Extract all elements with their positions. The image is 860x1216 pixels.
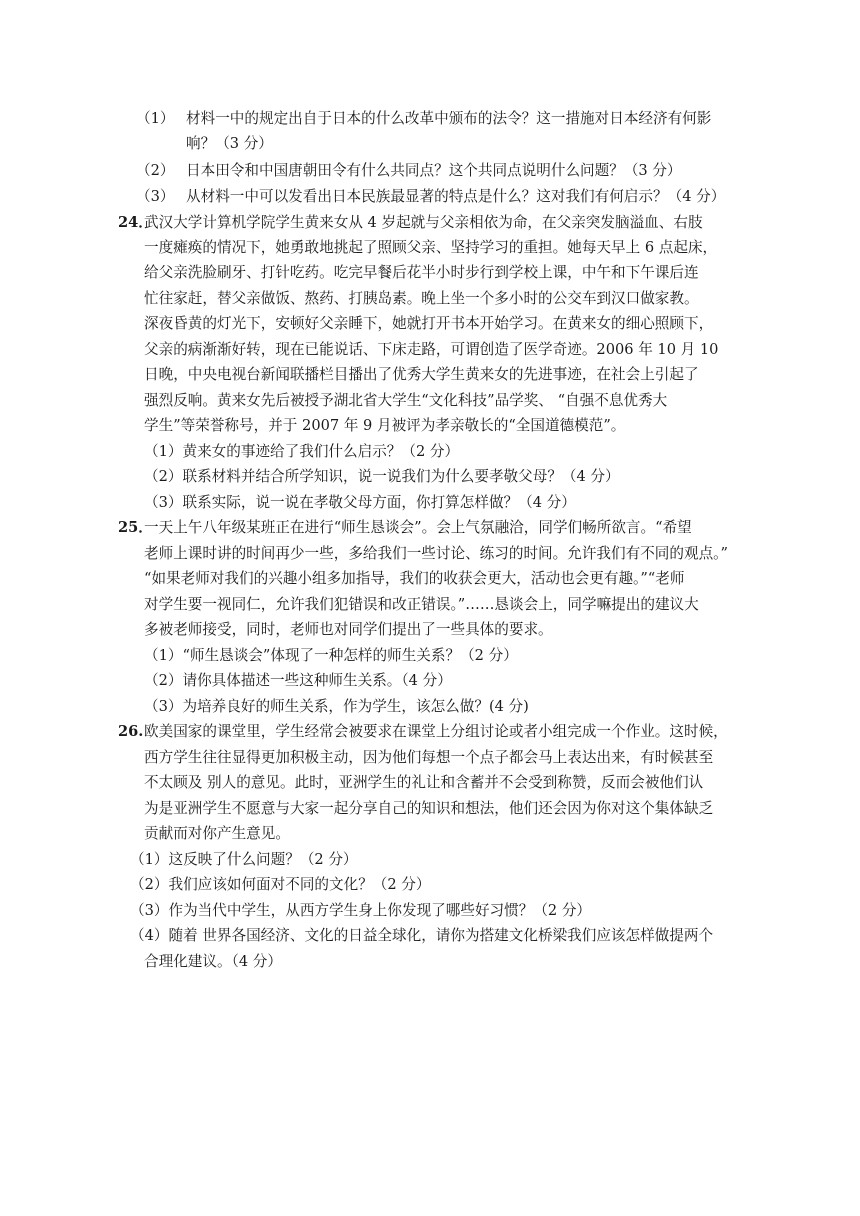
- q26-sub4-cont: 合理化建议。（4 分）: [144, 953, 282, 970]
- q26-sub2: （2）我们应该如何面对不同的文化？（2 分）: [130, 876, 431, 893]
- q25-sub1: （1）“师生恳谈会”体现了一种怎样的师生关系？（2 分）: [144, 647, 518, 664]
- q26-line: 西方学生往往显得更加积极主动，因为他们每想一个点子都会马上表达出来，有时候甚至: [144, 749, 714, 766]
- q25-line: 一天上午八年级某班正在进行“师生恳谈会”。会上气氛融洽，同学们畅所欲言。“希望: [144, 519, 692, 536]
- q23-sub1-text: 材料一中的规定出自于日本的什么改革中颁布的法令？这一措施对日本经济有何影: [186, 110, 712, 127]
- q26-line: 为是亚洲学生不愿意与大家一起分享自己的知识和想法，他们还会因为你对这个集体缺乏: [144, 800, 714, 817]
- q24-line: 忙往家赶，替父亲做饭、熬药、打胰岛素。晚上坐一个多小时的公交车到汉口做家教。: [144, 290, 699, 307]
- q26-sub1: （1）这反映了什么问题？（2 分）: [130, 851, 358, 868]
- q24-line: 父亲的病渐渐好转，现在已能说话、下床走路，可谓创造了医学奇迹。2006 年 10 月 10: [144, 341, 719, 358]
- q25-sub2: （2）请你具体描述一些这种师生关系。（4 分）: [144, 672, 452, 689]
- q25-line: “如果老师对我们的兴趣小组多加指导，我们的收获会更大，活动也会更有趣。”“老师: [144, 570, 685, 587]
- q23-sub1-label: （1）: [136, 110, 175, 127]
- q25-line: 对学生要一视同仁，允许我们犯错误和改正错误。”……恳谈会上，同学嘛提出的建议大: [144, 596, 699, 613]
- q26-line: 欧美国家的课堂里，学生经常会被要求在课堂上分组讨论或者小组完成一个作业。这时候，: [144, 723, 728, 740]
- q24-line: 强烈反响。黄来女先后被授予湖北省大学生“文化科技”品学奖、 “自强不息优秀大: [144, 392, 668, 409]
- q25-sub3: （3）为培养良好的师生关系，作为学生，该怎么做？(4 分): [144, 698, 529, 715]
- q24-number: 24．: [118, 214, 153, 231]
- q25-number: 25．: [118, 519, 153, 536]
- q26-line: 贡献而对你产生意见。: [144, 825, 290, 842]
- q24-line: 给父亲洗脸刷牙、打针吃药。吃完早餐后花半小时步行到学校上课，中午和下午课后连: [144, 264, 699, 281]
- q23-sub1-text-cont: 响？（3 分）: [186, 135, 273, 152]
- q24-line: 一度瘫痪的情况下，她勇敢地挑起了照顾父亲、坚持学习的重担。她每天早上 6 点起床，: [144, 239, 718, 256]
- q25-line: 老师上课时讲的时间再少一些，多给我们一些讨论、练习的时间。允许我们有不同的观点。”: [144, 545, 728, 562]
- q24-sub2: （2）联系材料并结合所学知识，说一说我们为什么要孝敬父母？（4 分）: [144, 468, 620, 485]
- q26-line: 不太顾及 别人的意见。此时，亚洲学生的礼让和含蓄并不会受到称赞，反而会被他们认: [144, 774, 704, 791]
- q24-line: 深夜昏黄的灯光下，安顿好父亲睡下，她就打开书本开始学习。在黄来女的细心照顾下，: [144, 315, 714, 332]
- q24-line: 学生”等荣誉称号，并于 2007 年 9 月被评为孝亲敬长的“全国道德模范”。: [144, 417, 626, 434]
- q24-sub1: （1）黄来女的事迹给了我们什么启示？（2 分）: [144, 443, 460, 460]
- q26-number: 26.: [118, 723, 144, 740]
- q24-sub3: （3）联系实际，说一说在孝敬父母方面，你打算怎样做？（4 分）: [144, 494, 576, 511]
- q23-sub2-label: （2）: [136, 162, 175, 179]
- q23-sub2-text: 日本田令和中国唐朝田令有什么共同点？这个共同点说明什么问题？（3 分）: [186, 162, 682, 179]
- q26-sub3: （3）作为当代中学生，从西方学生身上你发现了哪些好习惯？（2 分）: [130, 902, 592, 919]
- q24-line: 日晚，中央电视台新闻联播栏目播出了优秀大学生黄来女的先进事迹，在社会上引起了: [144, 366, 699, 383]
- q23-sub3-text: 从材料一中可以发看出日本民族最显著的特点是什么？这对我们有何启示？（4 分）: [186, 188, 726, 205]
- q26-sub4: （4）随着 世界各国经济、文化的日益全球化，请你为搭建文化桥梁我们应该怎样做提两个: [130, 927, 714, 944]
- q23-sub3-label: （3）: [136, 188, 175, 205]
- q25-line: 多被老师接受，同时，老师也对同学们提出了一些具体的要求。: [144, 621, 553, 638]
- q24-line: 武汉大学计算机学院学生黄来女从 4 岁起就与父亲相依为命，在父亲突发脑溢血、右肢: [144, 214, 703, 231]
